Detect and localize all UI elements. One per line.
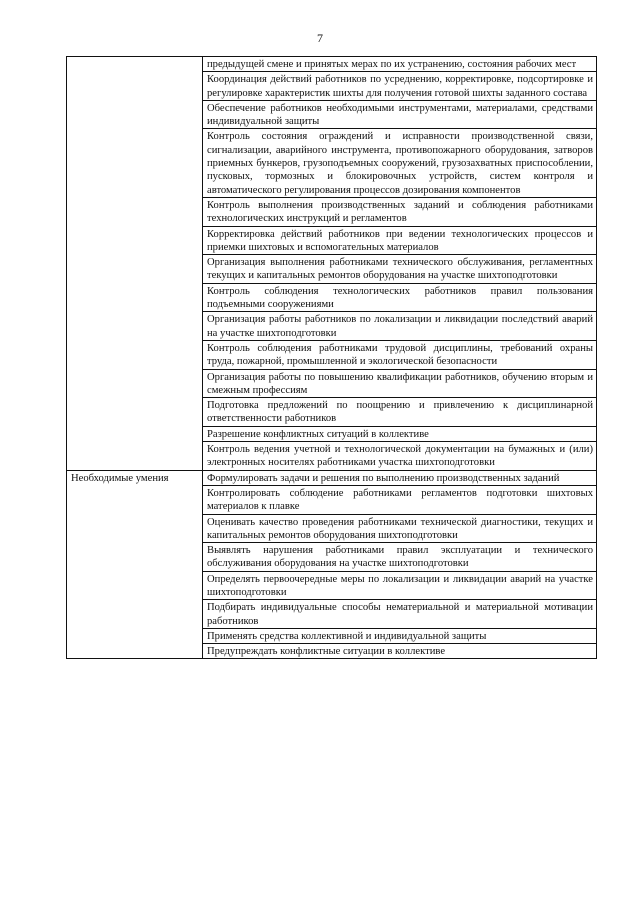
action-cell: Организация выполнения работниками технического обслуживания, регламентных текущих и капитальных ремонтов оборудования на участке шихтоподготовки bbox=[203, 255, 597, 284]
page-number: 7 bbox=[317, 31, 323, 45]
skill-cell: Применять средства коллективной и индивидуальной защиты bbox=[203, 628, 597, 643]
skill-cell: Формулировать задачи и решения по выполнению производственных заданий bbox=[203, 470, 597, 485]
action-cell: Подготовка предложений по поощрению и привлечению к дисциплинарной ответственности работников bbox=[203, 398, 597, 427]
action-cell: Организация работы по повышению квалификации работников, обучению вторым и смежным профессиям bbox=[203, 369, 597, 398]
action-cell: Корректировка действий работников при ведении технологических процессов и приемки шихтовых и вспомогательных материалов bbox=[203, 226, 597, 255]
action-cell: Разрешение конфликтных ситуаций в коллективе bbox=[203, 426, 597, 441]
continuation-label-cell bbox=[67, 57, 203, 471]
competency-table bbox=[66, 56, 597, 659]
table-row bbox=[67, 57, 597, 72]
skill-cell: Подбирать индивидуальные способы нематериальной и материальной мотивации работников bbox=[203, 600, 597, 629]
action-cell: Контроль соблюдения работниками трудовой дисциплины, требований охраны труда, пожарной, промышленной и экологической безопасности bbox=[203, 340, 597, 369]
action-cell: Контроль соблюдения технологических работников правил пользования подъемными сооружениями bbox=[203, 283, 597, 312]
action-cell: Организация работы работников по локализации и ликвидации последствий аварий на участке шихтоподготовки bbox=[203, 312, 597, 341]
action-cell: Контроль выполнения производственных заданий и соблюдения работниками технологических инструкций и регламентов bbox=[203, 197, 597, 226]
action-cell: Координация действий работников по усреднению, корректировке, подсортировке и регулировке характеристик шихты для получения готовой шихты заданного состава bbox=[203, 72, 597, 101]
skill-cell: Контролировать соблюдение работниками регламентов подготовки шихтовых материалов к плавке bbox=[203, 485, 597, 514]
action-cell: Обеспечение работников необходимыми инструментами, материалами, средствами индивидуальной защиты bbox=[203, 100, 597, 129]
skill-cell: Предупреждать конфликтные ситуации в коллективе bbox=[203, 644, 597, 659]
skill-cell: Определять первоочередные меры по локализации и ликвидации аварий на участке шихтоподготовки bbox=[203, 571, 597, 600]
skill-cell: Выявлять нарушения работниками правил эксплуатации и технического обслуживания оборудования на участке шихтоподготовки bbox=[203, 543, 597, 572]
action-cell: Контроль состояния ограждений и исправности производственной связи, сигнализации, аварийного инструмента, противопожарного оборудования, затворов приемных бункеров, грузоподъемных сооружений, грузозахватных приспособлении, пусковых, тормозных и блокировочных устройств, систем контроля и автоматического регулирования процессов дозирования компонентов bbox=[203, 129, 597, 197]
action-cell: Контроль ведения учетной и технологической документации на бумажных и (или) электронных носителях работниками участка шихтоподготовки bbox=[203, 442, 597, 471]
skills-label: Необходимые умения bbox=[67, 470, 203, 659]
action-cell: предыдущей смене и принятых мерах по их устранению, состояния рабочих мест bbox=[203, 57, 597, 72]
skill-cell: Оценивать качество проведения работниками технической диагностики, текущих и капитальных ремонтов оборудования шихтоподготовки bbox=[203, 514, 597, 543]
table-row bbox=[67, 470, 597, 485]
